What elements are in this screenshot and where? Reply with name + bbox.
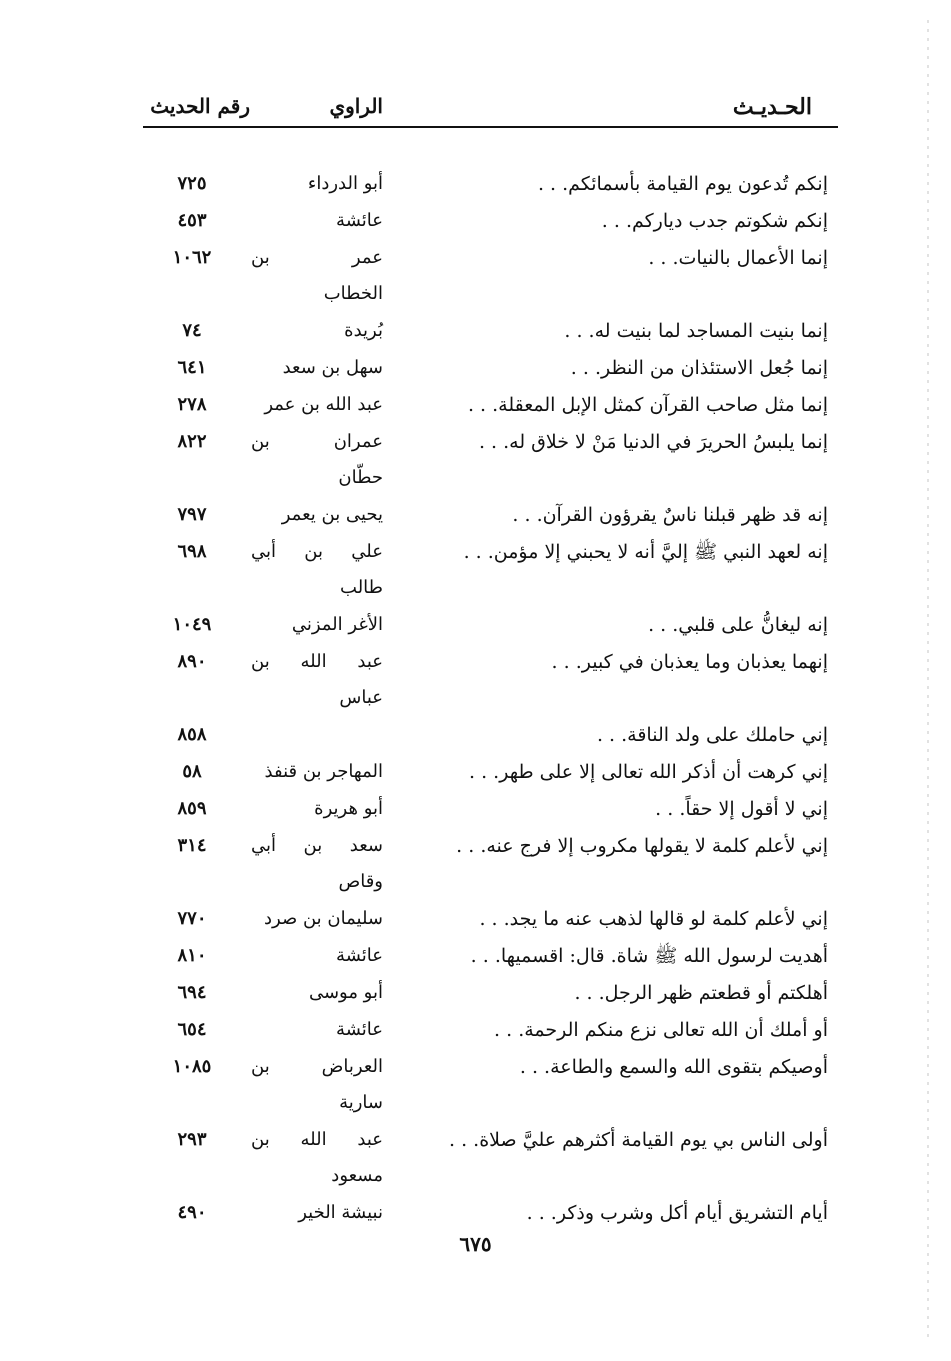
narrator-name: أبو هريرة — [314, 798, 383, 819]
hadith-text: إنما الأعمال بالنيات. . . — [648, 247, 828, 269]
narrator-name: الأغر المزني — [291, 614, 383, 635]
hadith-text: إني كرهت أن أذكر الله تعالى إلا على طهر. . . — [469, 761, 828, 783]
hadith-number: ٤٥٣ — [177, 210, 207, 231]
narrator-name: أبو موسى — [308, 982, 383, 1003]
hadith-text: إنهما يعذبان وما يعذبان في كبير. . . — [551, 651, 828, 673]
hadith-text: أهديت لرسول الله ﷺ شاة. قال: اقسميها. . . — [470, 945, 828, 967]
table-row — [143, 715, 838, 752]
narrator-name-line2: حطّان — [338, 467, 383, 488]
header-narrator-label: الراوي — [329, 94, 383, 118]
hadith-number: ١٠٦٢ — [172, 247, 212, 268]
narrator-name-line1: عبد الله بن — [251, 651, 383, 672]
narrator-name-line2: الخطاب — [323, 283, 383, 304]
table-row — [143, 201, 838, 238]
narrator-name: يحيى بن يعمر — [281, 504, 383, 525]
table-row — [143, 348, 838, 385]
narrator-name-line2: وقاص — [338, 871, 383, 892]
narrator-name-line1: عمر بن — [251, 247, 383, 268]
narrator-name: سليمان بن صرد — [264, 908, 383, 929]
table-row — [143, 605, 838, 642]
narrator-name-line2: طالب — [340, 577, 383, 598]
hadith-text: إنما يلبسُ الحريرَ في الدنيا مَنْ لا خلاق له. . . — [478, 431, 828, 453]
narrator-name — [251, 644, 383, 716]
hadith-text: أولى الناس بي يوم القيامة أكثرهم عليَّ صلاة. . . — [449, 1129, 828, 1151]
hadith-number: ٦٩٨ — [177, 541, 207, 562]
hadith-number: ١٠٤٩ — [172, 614, 212, 635]
hadith-number: ١٠٨٥ — [172, 1056, 212, 1077]
hadith-number: ٣١٤ — [177, 835, 207, 856]
narrator-name: عائشة — [336, 210, 383, 231]
hadith-text: أيام التشريق أيام أكل وشرب وذكر. . . — [526, 1202, 828, 1224]
table-row — [143, 642, 838, 715]
hadith-text: أوصيكم بتقوى الله والسمع والطاعة. . . — [519, 1056, 828, 1078]
hadith-number: ٦٤١ — [177, 357, 207, 378]
hadith-text: إني حاملك على ولد الناقة. . . — [596, 724, 828, 746]
hadith-index-table — [143, 164, 838, 1230]
hadith-number: ٧٤ — [182, 320, 202, 341]
header-hadith-label: الحـديـث — [732, 94, 812, 120]
narrator-name-line1: العرباض بن — [251, 1056, 383, 1077]
hadith-text: إنه ليغانُّ على قلبي. . . — [648, 614, 828, 636]
hadith-number: ٨٥٩ — [177, 798, 207, 819]
table-row — [143, 1193, 838, 1230]
table-row — [143, 936, 838, 973]
page-number: ٦٧٥ — [459, 1232, 492, 1256]
hadith-text: أو أملك أن الله تعالى نزع منكم الرحمة. . . — [494, 1019, 828, 1041]
table-row — [143, 532, 838, 605]
scan-margin-marks — [927, 20, 929, 1340]
table-row — [143, 422, 838, 495]
hadith-text: إنما جُعل الاستئذان من النظر. . . — [570, 357, 828, 379]
table-row — [143, 1010, 838, 1047]
narrator-name: عبد الله بن عمر — [264, 394, 383, 415]
table-row — [143, 973, 838, 1010]
hadith-text: إنما بنيت المساجد لما بنيت له. . . — [564, 320, 828, 342]
hadith-number: ٦٩٤ — [177, 982, 207, 1003]
table-row — [143, 311, 838, 348]
hadith-text: إنكم تُدعون يوم القيامة بأسمائكم. . . — [537, 173, 828, 195]
table-row — [143, 385, 838, 422]
hadith-number: ٥٨ — [182, 761, 202, 782]
narrator-name: نبيشة الخير — [298, 1202, 383, 1223]
table-row — [143, 1120, 838, 1193]
hadith-number: ٨٢٢ — [177, 431, 207, 452]
table-row — [143, 789, 838, 826]
hadith-number: ٤٩٠ — [177, 1202, 207, 1223]
narrator-name: عائشة — [336, 1019, 383, 1040]
narrator-name: عائشة — [336, 945, 383, 966]
hadith-number: ٧٩٧ — [177, 504, 207, 525]
narrator-name — [251, 240, 383, 312]
table-row — [143, 826, 838, 899]
narrator-name-line1: سعد بن أبي — [251, 835, 383, 856]
table-row — [143, 752, 838, 789]
hadith-number: ٦٥٤ — [177, 1019, 207, 1040]
table-header — [143, 88, 838, 126]
narrator-name — [251, 424, 383, 496]
narrator-name — [251, 534, 383, 606]
hadith-text: إنه قد ظهر قبلنا ناسٌ يقرؤون القرآن. . . — [512, 504, 828, 526]
narrator-name — [251, 828, 383, 900]
hadith-number: ٨٥٨ — [177, 724, 207, 745]
hadith-text: إني لا أقول إلا حقاً. . . — [655, 798, 828, 820]
header-number-label: رقم الحديث — [150, 94, 250, 118]
narrator-name: أبو الدرداء — [307, 173, 383, 194]
narrator-name — [251, 1049, 383, 1121]
hadith-text: إنه لعهد النبي ﷺ إليَّ أنه لا يحبني إلا مؤمن. . . — [463, 541, 828, 563]
narrator-name — [251, 1122, 383, 1194]
hadith-number: ٨٩٠ — [177, 651, 207, 672]
hadith-number: ٨١٠ — [177, 945, 207, 966]
hadith-number: ٧٧٠ — [177, 908, 207, 929]
hadith-number: ٧٢٥ — [177, 173, 207, 194]
narrator-name-line2: عباس — [339, 687, 383, 708]
narrator-name-line1: علي بن أبي — [251, 541, 383, 562]
narrator-name-line2: مسعود — [331, 1165, 383, 1186]
table-row — [143, 495, 838, 532]
hadith-text: إني لأعلم كلمة لو قالها لذهب عنه ما يجد. . . — [479, 908, 828, 930]
header-divider — [143, 126, 838, 128]
hadith-text: أهلكتم أو قطعتم ظهر الرجل. . . — [574, 982, 828, 1004]
narrator-name: المهاجر بن قنفذ — [264, 761, 383, 782]
narrator-name-line1: عمران بن — [251, 431, 383, 452]
table-row — [143, 238, 838, 311]
hadith-text: إنكم شكوتم جدب دياركم. . . — [601, 210, 828, 232]
narrator-name-line1: عبد الله بن — [251, 1129, 383, 1150]
table-row — [143, 164, 838, 201]
table-row — [143, 1047, 838, 1120]
hadith-number: ٢٩٣ — [177, 1129, 207, 1150]
narrator-name: سهل بن سعد — [282, 357, 383, 378]
table-row — [143, 899, 838, 936]
hadith-text: إنما مثل صاحب القرآن كمثل الإبل المعقلة. . . — [467, 394, 828, 416]
hadith-number: ٢٧٨ — [177, 394, 207, 415]
narrator-name-line2: سارية — [339, 1092, 383, 1113]
narrator-name: بُريدة — [344, 320, 383, 341]
hadith-text: إني لأعلم كلمة لا يقولها مكروب إلا فرج عنه. . . — [456, 835, 828, 857]
